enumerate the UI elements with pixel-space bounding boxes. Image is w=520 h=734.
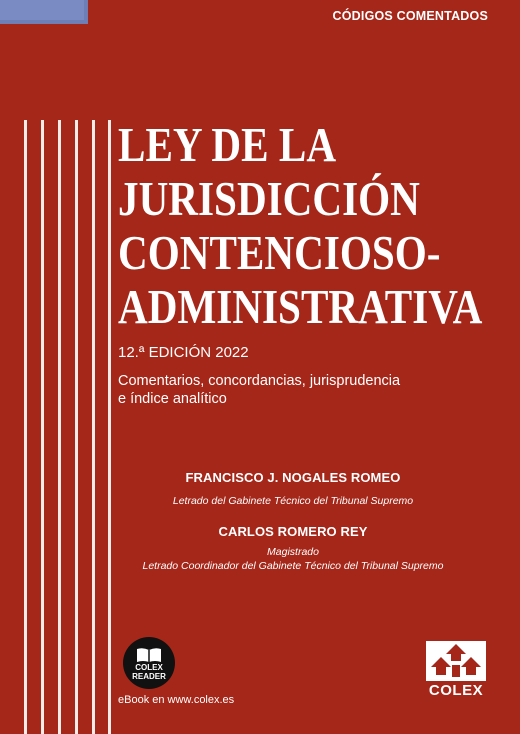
stripe [75,120,78,734]
vertical-stripes [24,120,114,734]
stripe [58,120,61,734]
stripe [92,120,95,734]
colex-logo-mark [426,641,486,681]
book-icon [136,647,162,663]
subtitle-line: e índice analítico [118,391,227,407]
author-block [118,470,468,508]
series-label: CÓDIGOS COMENTADOS [332,9,488,23]
author-block [118,524,468,573]
publisher-logo [426,641,486,699]
author-name: CARLOS ROMERO REY [218,524,368,539]
publisher-name: COLEX [428,682,484,699]
badge-line: COLEX [135,663,163,672]
edition-label: 12.ª EDICIÓN 2022 [118,344,249,361]
subtitle-line: Comentarios, concordancias, jurisprudencia [118,373,401,389]
author-role: Letrado Coordinador del Gabinete Técnico del Tribunal Supremo [142,560,444,572]
top-accent-bar [0,0,88,24]
title-line: LEY DE LA [118,117,337,172]
author-role: Letrado del Gabinete Técnico del Tribunal Supremo [172,495,414,507]
colex-reader-badge [123,637,175,689]
badge-line: READER [132,672,166,681]
colex-logo-icon [426,641,486,681]
book-title [118,118,482,334]
subtitle [118,372,400,408]
author-role: Magistrado [267,546,319,558]
title-line: CONTENCIOSO- [118,225,441,280]
title-line: JURISDICCIÓN [118,171,420,226]
author-name: FRANCISCO J. NOGALES ROMEO [185,470,401,485]
ebook-link-text: eBook en www.colex.es [118,694,235,706]
title-line: ADMINISTRATIVA [118,279,483,334]
stripe [41,120,44,734]
stripe [24,120,27,734]
stripe [108,120,111,734]
top-accent-inner [0,0,84,20]
